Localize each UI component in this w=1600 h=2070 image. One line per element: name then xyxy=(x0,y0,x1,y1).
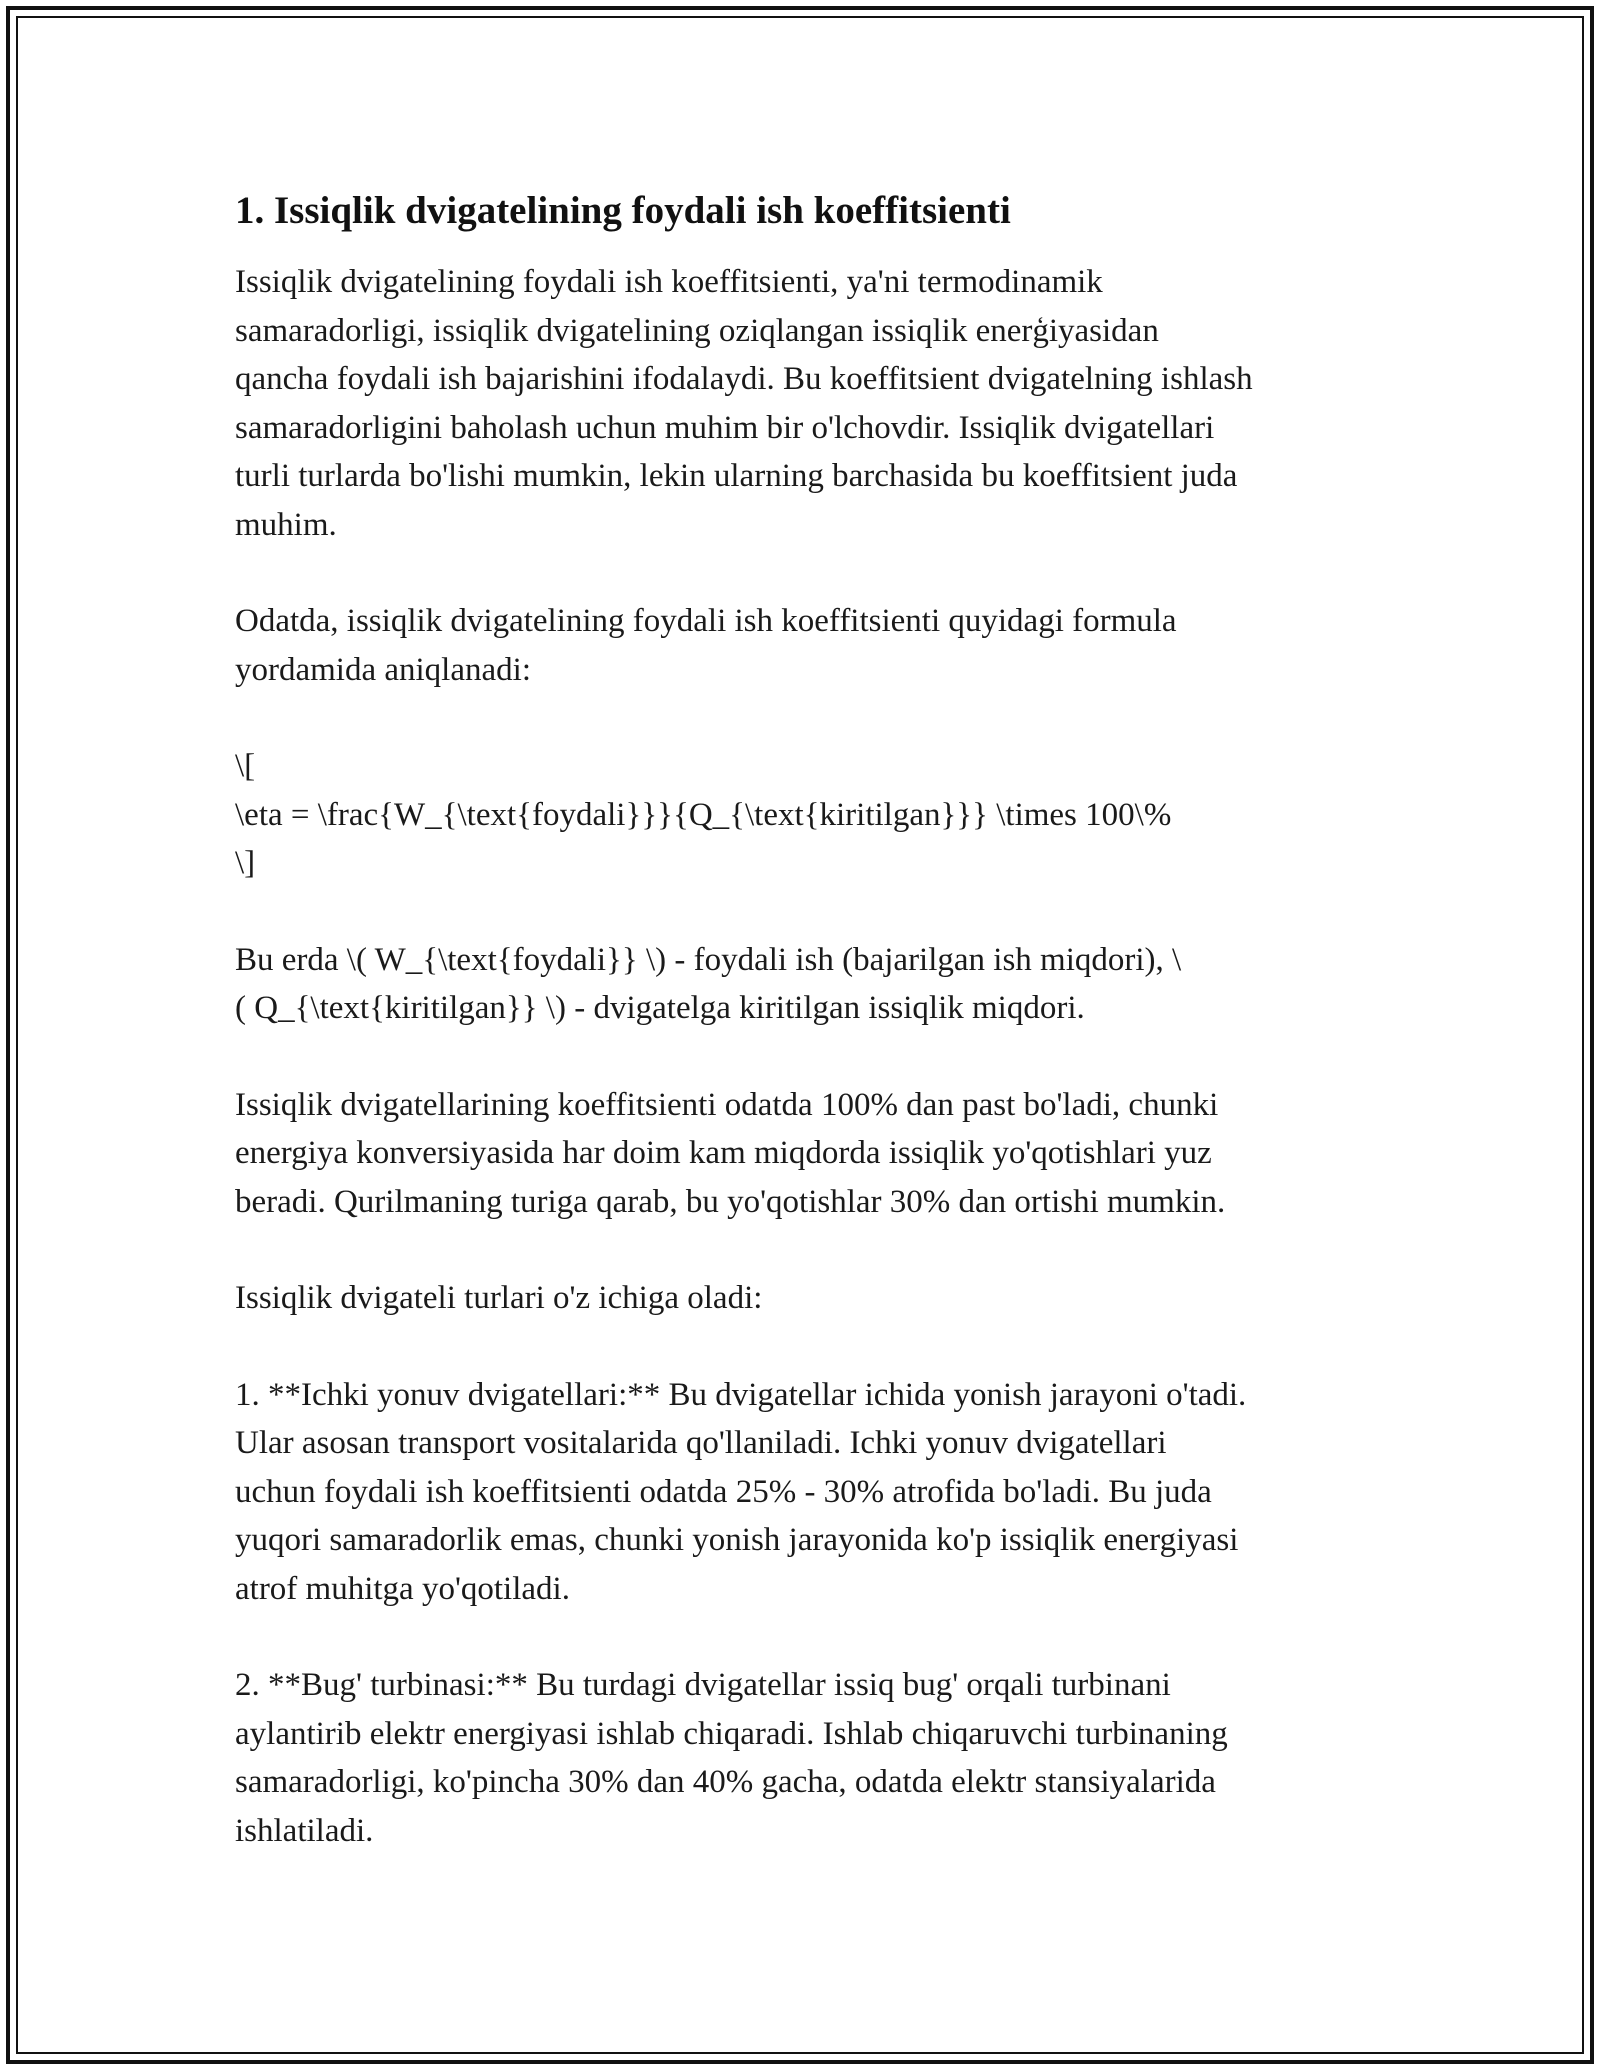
formula-block: \[ \eta = \frac{W_{\text{foydali}}}{Q_{\text{kiritilgan}}} \times 100\% \] xyxy=(235,748,1172,881)
formula-intro-paragraph: Odatda, issiqlik dvigatelining foydali ish koeffitsienti quyidagi formula yordamida aniqlanadi: xyxy=(235,603,1177,688)
section-heading: 1. Issiqlik dvigatelining foydali ish koeffitsienti xyxy=(235,189,1011,232)
document-body xyxy=(235,186,1375,1903)
list-item-steam-turbine: 2. **Bug' turbinasi:** Bu turdagi dvigatellar issiq bug' orqali turbinani aylantirib elektr energiyasi ishlab chiqaradi. Ishlab chiqaruvchi turbinaning samaradorligi, ko'pincha 30% dan 40% gacha, odatda elektr stansiyalarida ishlatiladi. xyxy=(235,1667,1228,1849)
formula-explanation-paragraph: Bu erda \( W_{\text{foydali}} \) - foydali ish (bajarilgan ish miqdori), \ ( Q_{\text{kiritilgan}} \) - dvigatelga kiritilgan issiqlik miqdori. xyxy=(235,941,1182,1026)
list-item-internal-combustion: 1. **Ichki yonuv dvigatellari:** Bu dvigatellar ichida yonish jarayoni o'tadi. Ular asosan transport vositalarida qo'llaniladi. Ichki yonuv dvigatellari uchun foydali ish koeffitsienti odatda 25% - 30% atrofida bo'ladi. Bu juda yuqori samaradorlik emas, chunki yonish jarayonida ko'p issiqlik energiyasi atrof muhitga yo'qotiladi. xyxy=(235,1376,1247,1607)
efficiency-loss-paragraph: Issiqlik dvigatellarining koeffitsienti odatda 100% dan past bo'ladi, chunki energiya konversiyasida har doim kam miqdorda issiqlik yo'qotishlari yuz beradi. Qurilmaning turiga qarab, bu yo'qotishlar 30% dan ortishi mumkin. xyxy=(235,1086,1226,1220)
intro-paragraph: Issiqlik dvigatelining foydali ish koeffitsienti, ya'ni termodinamik samaradorligi, issiqlik dvigatelining oziqlangan issiqlik enerģiyasidan qancha foydali ish bajarishini ifodalaydi. Bu koeffitsient dvigatelning ishlash samaradorligini baholash uchun muhim bir o'lchovdir. Issiqlik dvigatellari turli turlarda bo'lishi mumkin, lekin ularning barchasida bu koeffitsient juda muhim. xyxy=(235,264,1253,543)
engine-types-intro: Issiqlik dvigateli turlari o'z ichiga oladi: xyxy=(235,1280,763,1316)
